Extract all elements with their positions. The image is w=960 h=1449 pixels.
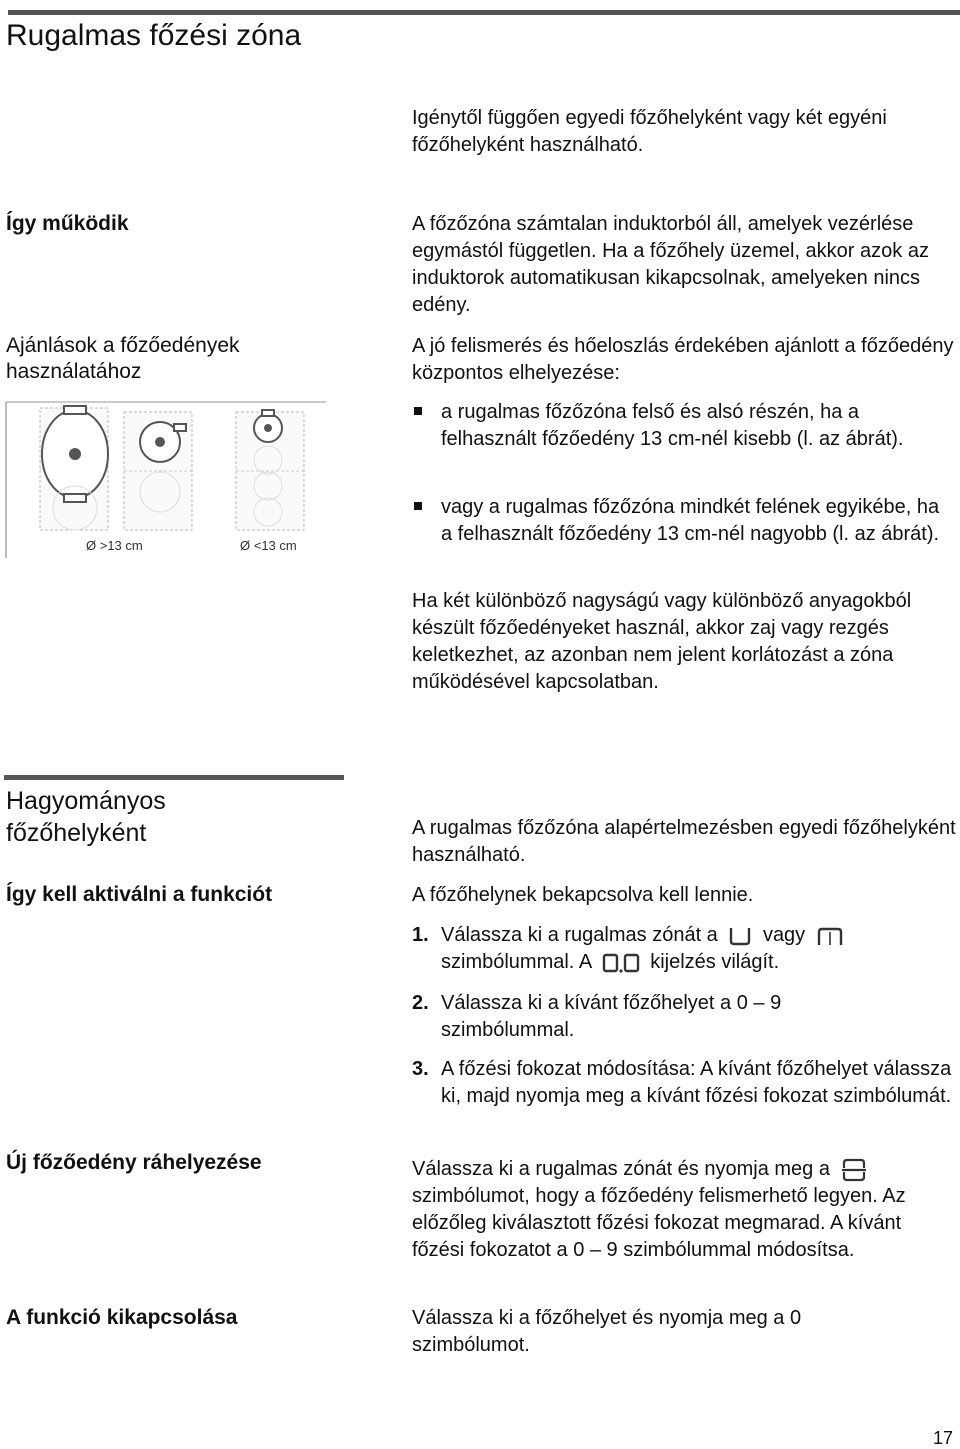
step-1-part4: kijelzés világít. <box>650 951 780 973</box>
conventional-intro: A rugalmas főzőzóna alapértelmezésben egyedi főzőhelyként használható. <box>412 817 956 866</box>
step-1-text <box>441 922 951 976</box>
step-3-text: A főzési fokozat módosítása: A kívánt főzőhelyet válassza ki, majd nyomja meg a kívánt főzési fokozat szimbólumát. <box>441 1058 952 1107</box>
display-zero-zero-icon <box>601 952 641 974</box>
pan-detection-symbol-icon <box>840 1158 868 1182</box>
zone-medium-pan <box>124 412 192 530</box>
deactivate-label: A funkció kikapcsolása <box>6 1306 238 1329</box>
new-pan-part2: szimbólumot, hogy a főzőedény felismerhető legyen. Az előzőleg kiválasztott főzési fokozat megmarad. A kívánt főzési fokozatot a 0 – 9 szimbólummal módosítsa. <box>412 1185 906 1261</box>
new-pan-text <box>412 1156 952 1264</box>
step-1-part3: szimbólummal. A <box>441 951 592 973</box>
zone-small-pans <box>236 410 304 530</box>
bullet-marker <box>414 502 422 510</box>
how-it-works-text: A főzőzóna számtalan induktorból áll, amelyek vezérlése egymástól független. Ha a főzőhely üzemel, akkor azok az induktorok automatikusan kikapcsolnak, amelyeken nincs edény. <box>412 213 929 316</box>
new-pan-part1: Válassza ki a rugalmas zónát és nyomja meg a <box>412 1158 830 1180</box>
cookware-placement-diagram <box>4 398 334 560</box>
recommendations-text: A jó felismerés és hőeloszlás érdekében ajánlott a főzőedény központos elhelyezése: <box>412 335 954 384</box>
step-number: 2. <box>412 992 429 1014</box>
step-number: 3. <box>412 1058 429 1080</box>
step-number: 1. <box>412 924 429 946</box>
section-heading: Hagyományos főzőhelyként <box>6 787 166 847</box>
recommendations-note: Ha két különböző nagyságú vagy különböző anyagokból készült főzőedényeket használ, akkor zaj vagy rezgés keletkezhet, az azonban nem jelent korlátozást a zóna működésével kapcsolatban. <box>412 590 912 693</box>
recommendations-label: Ajánlások a főzőedények használatához <box>6 334 240 383</box>
intro-text: Igénytől függően egyedi főzőhelyként vagy két egyéni főzőhelyként használható. <box>412 107 887 156</box>
deactivate-text: Válassza ki a főzőhelyet és nyomja meg a 0 szimbólumot. <box>412 1307 802 1356</box>
step-2-text: Válassza ki a kívánt főzőhelyet a 0 – 9 szimbólummal. <box>441 992 782 1041</box>
step-1-part1: Válassza ki a rugalmas zónát a <box>441 924 718 946</box>
top-rule <box>8 10 960 15</box>
activate-label: Így kell aktiválni a funkciót <box>6 883 273 906</box>
activate-precondition: A főzőhelynek bekapcsolva kell lennie. <box>412 884 754 906</box>
bullet-marker <box>414 407 422 415</box>
section-rule <box>4 775 344 780</box>
zone-top-symbol-icon <box>815 925 845 947</box>
diagram-label-small: Ø <13 cm <box>240 538 297 553</box>
recommendation-bullet: a rugalmas főzőzóna felső és alsó részén, ha a felhasznált főzőedény 13 cm-nél kisebb (l. az ábrát). <box>441 401 904 450</box>
page-title: Rugalmas főzési zóna <box>6 19 302 52</box>
new-pan-label: Új főzőedény ráhelyezése <box>6 1151 262 1174</box>
zone-bottom-symbol-icon <box>727 925 753 947</box>
step-1-part2: vagy <box>762 924 806 946</box>
diagram-label-large: Ø >13 cm <box>86 538 143 553</box>
how-it-works-label: Így működik <box>6 212 129 235</box>
page-number: 17 <box>933 1428 954 1448</box>
recommendation-bullet: vagy a rugalmas főzőzóna mindkét felének egyikébe, ha a felhasznált főzőedény 13 cm-nél nagyobb (l. az ábrát). <box>441 496 940 545</box>
zone-large-pan <box>40 406 108 530</box>
